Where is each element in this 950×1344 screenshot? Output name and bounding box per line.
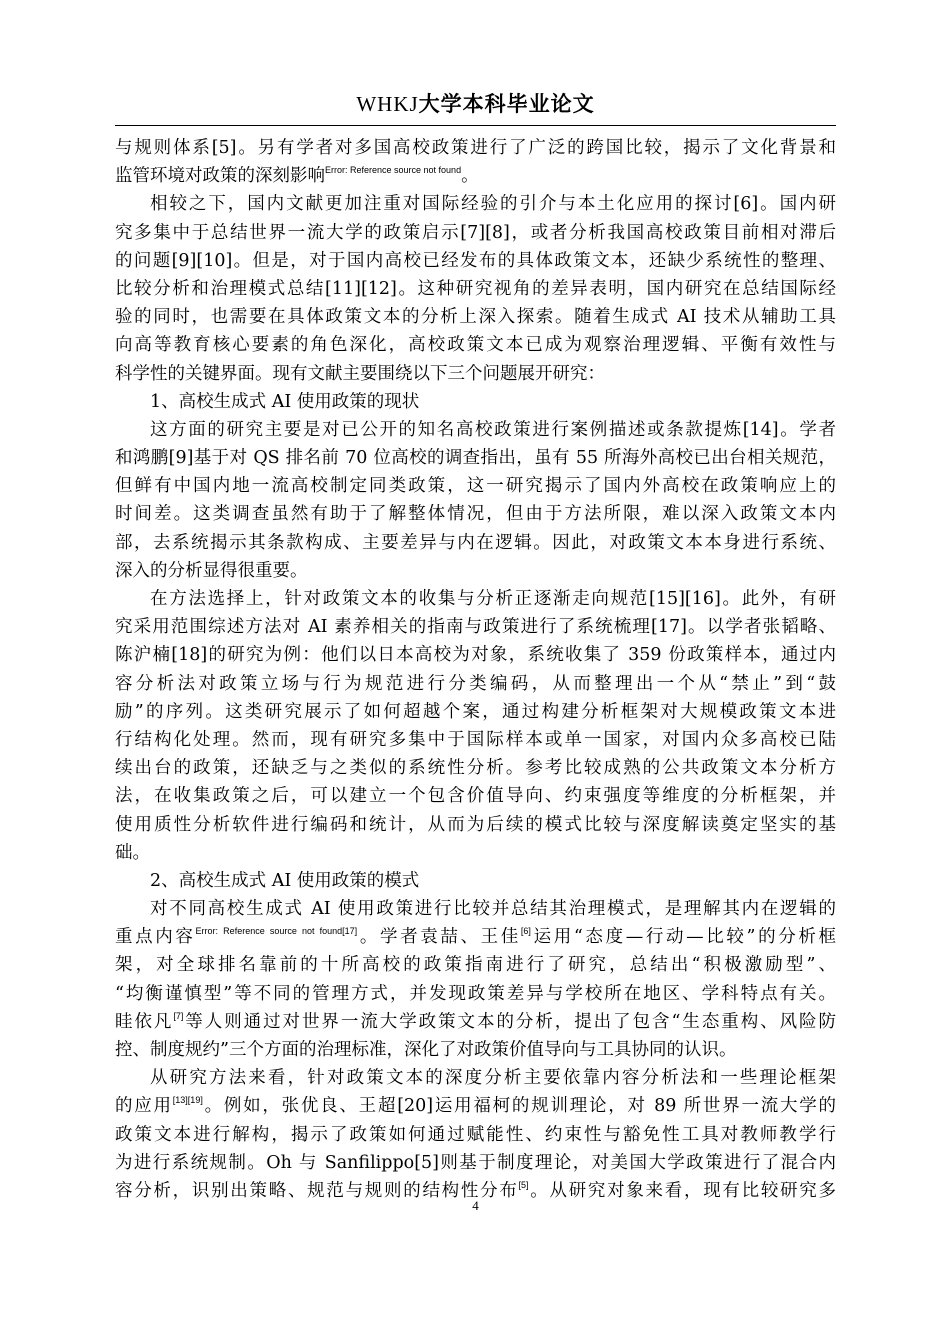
text-run: 眭依凡 xyxy=(115,1011,174,1032)
text-line: 究采用范围综述方法对 AI 素养相关的指南与政策进行了系统梳理[17]。以学者张韬略、 xyxy=(115,617,836,638)
text-line xyxy=(115,162,836,190)
text-line: 相较之下，国内文献更加注重对国际经验的引介与本土化应用的探讨[6]。国内研 xyxy=(150,194,836,215)
text-run: 等人则通过对世界一流大学政策文本的分析，提出了包含“生态重构、风险防 xyxy=(183,1011,836,1032)
text-line: 比较分析和治理模式总结[11][12]。这种研究视角的差异表明，国内研究在总结国际经 xyxy=(115,278,836,299)
page-number: 4 xyxy=(472,1198,479,1213)
header-rule xyxy=(115,125,836,126)
citation: [7] xyxy=(173,1010,184,1021)
text-run: 容分析，识别出策略、规范与规则的结构性分布 xyxy=(115,1180,519,1201)
text-line: 控、制度规约”三个方面的治理标准，深化了对政策价值导向与工具协同的认识。 xyxy=(115,1040,737,1060)
text-line: 法，在收集政策之后，可以建立一个包含价值导向、约束强度等维度的分析框架，并 xyxy=(115,786,836,807)
text-line xyxy=(115,923,836,951)
text-line: 对不同高校生成式 AI 使用政策进行比较并总结其治理模式，是理解其内在逻辑的 xyxy=(150,899,836,920)
reference-error: Error: Reference source not found[17] xyxy=(195,926,358,937)
text-line: 从研究方法来看，针对政策文本的深度分析主要依靠内容分析法和一些理论框架 xyxy=(150,1068,836,1089)
text-run: 。学者袁喆、王佳 xyxy=(357,927,521,948)
text-run: 监管环境对政策的深刻影响 xyxy=(115,166,325,187)
text-line: 时间差。这类调查虽然有助于了解整体情况，但由于方法所限，难以深入政策文本内 xyxy=(115,504,836,525)
text-line: 在方法选择上，针对政策文本的收集与分析正逐渐走向规范[15][16]。此外，有研 xyxy=(150,589,836,609)
text-line xyxy=(115,1008,836,1036)
body-text xyxy=(115,134,836,1205)
reference-error: Error: Reference source not found xyxy=(325,165,462,176)
text-line: “均衡谨慎型”等不同的管理方式，并发现政策差异与学校所在地区、学科特点有关。 xyxy=(115,983,836,1004)
text-line: 础。 xyxy=(115,842,150,863)
text-run: 。 xyxy=(461,166,479,187)
text-run: 运用“态度—行动—比较”的分析框 xyxy=(530,927,837,948)
page-header xyxy=(115,90,836,118)
text-run: 的应用 xyxy=(115,1096,173,1117)
text-line: 行结构化处理。然而，现有研究多集中于国际样本或单一国家，对国内众多高校已陆 xyxy=(115,729,836,750)
citation: [6] xyxy=(520,926,531,937)
text-line: 与规则体系[5]。另有学者对多国高校政策进行了广泛的跨国比较，揭示了文化背景和 xyxy=(115,138,836,158)
text-line: 架，对全球排名靠前的十所高校的政策指南进行了研究，总结出“积极激励型”、 xyxy=(115,955,836,976)
header-title: 大学本科毕业论文 xyxy=(418,92,595,116)
text-line: 使用质性分析软件进行编码和统计，从而为后续的模式比较与深度解读奠定坚实的基 xyxy=(115,814,836,835)
text-line: 究多集中于总结世界一流大学的政策启示[7][8]，或者分析我国高校政策目前相对滞后 xyxy=(115,222,836,243)
header-brand: WHKJ xyxy=(356,92,419,116)
citation: [13][19] xyxy=(172,1095,203,1106)
text-line: 向高等教育核心要素的角色深化，高校政策文本已成为观察治理逻辑、平衡有效性与 xyxy=(115,335,836,356)
text-line: 陈沪楠[18]的研究为例：他们以日本高校为对象，系统收集了 359 份政策样本，通过内 xyxy=(115,645,836,666)
text-line: 但鲜有中国内地一流高校制定同类政策，这一研究揭示了国内外高校在政策响应上的 xyxy=(115,476,836,497)
text-line: 政策文本进行解构，揭示了政策如何通过赋能性、约束性与豁免性工具对教师教学行 xyxy=(115,1124,836,1145)
text-line: 的问题[9][10]。但是，对于国内高校已经发布的具体政策文本，还缺少系统性的整理、 xyxy=(115,250,836,271)
text-line: 为进行系统规制。Oh 与 Sanfilippo[5]则基于制度理论，对美国大学政策进行了混合内 xyxy=(115,1152,836,1173)
text-line: 这方面的研究主要是对已公开的知名高校政策进行案例描述或条款提炼[14]。学者 xyxy=(150,419,836,440)
section-heading: 1、高校生成式 AI 使用政策的现状 xyxy=(150,391,420,412)
text-line: 和鸿鹏[9]基于对 QS 排名前 70 位高校的调查指出，虽有 55 所海外高校已出台相关规范， xyxy=(115,448,836,469)
text-run: 。从研究对象来看，现有比较研究多 xyxy=(528,1180,836,1201)
citation: [5] xyxy=(518,1179,529,1190)
text-line: 科学性的关键界面。现有文献主要围绕以下三个问题展开研究： xyxy=(115,363,605,384)
text-line: 容分析法对政策立场与行为规范进行分类编码，从而整理出一个从“禁止”到“鼓 xyxy=(115,673,836,694)
text-line: 深入的分析显得很重要。 xyxy=(115,560,308,581)
text-line xyxy=(115,1092,836,1120)
text-line: 验的同时，也需要在具体政策文本的分析上深入探索。随着生成式 AI 技术从辅助工具 xyxy=(115,307,836,328)
section-heading: 2、高校生成式 AI 使用政策的模式 xyxy=(150,870,420,891)
text-run: 。例如，张优良、王超[20]运用福柯的规训理论，对 89 所世界一流大学的 xyxy=(202,1096,836,1117)
text-run: 重点内容 xyxy=(115,927,196,948)
text-line: 续出台的政策，还缺乏与之类似的系统性分析。参考比较成熟的公共政策文本分析方 xyxy=(115,758,836,779)
text-line: 部，去系统揭示其条款构成、主要差异与内在逻辑。因此，对政策文本本身进行系统、 xyxy=(115,532,836,553)
text-line: 励”的序列。这类研究展示了如何超越个案，通过构建分析框架对大规模政策文本进 xyxy=(115,701,836,722)
